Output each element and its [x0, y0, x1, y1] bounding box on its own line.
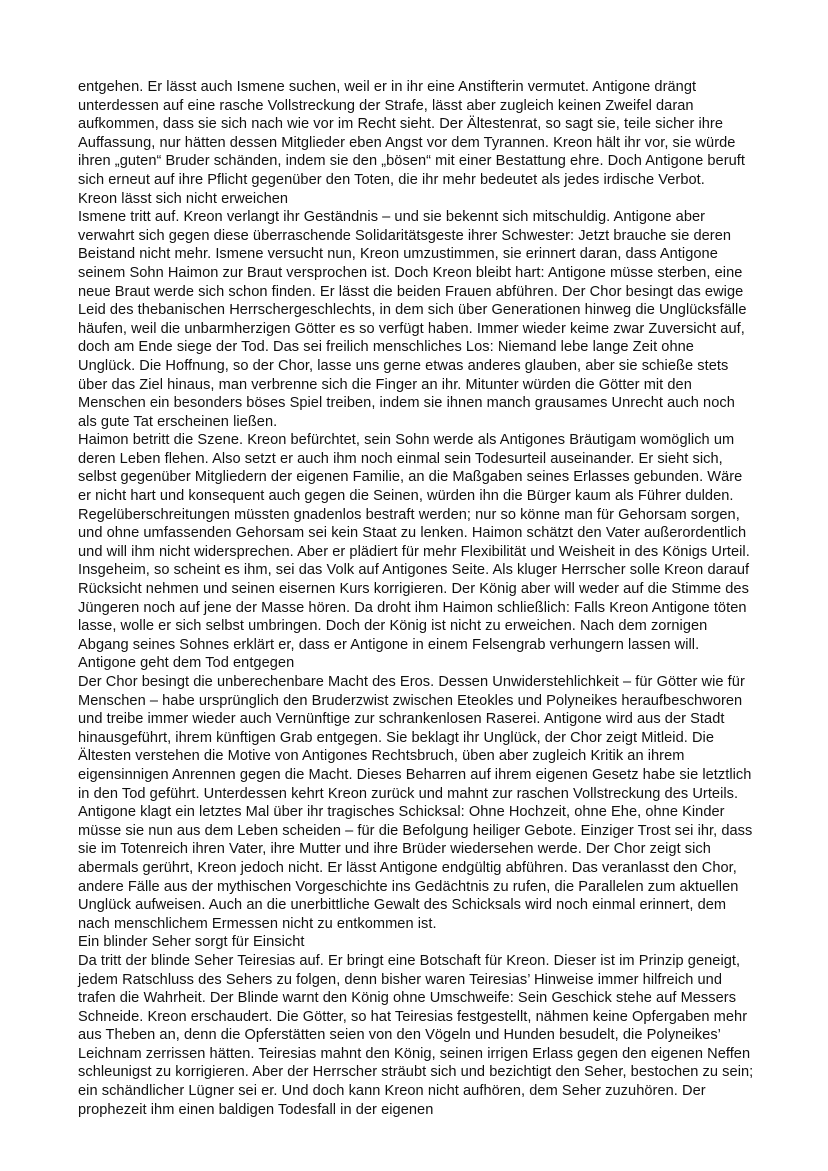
body-paragraph: Der Chor besingt die unberechenbare Macht des Eros. Dessen Unwiderstehlichkeit – für Götter wie für Menschen – habe ursprünglich den Bruderzwist zwischen Eteokles und Polyneikes heraufbeschworen und treibe immer wieder auch Vernünftige zur schrankenlosen Raserei. Antigone wird aus der Stadt hinausgeführt, ihrem künftigen Grab entgegen. Sie beklagt ihr Unglück, der Chor zeigt Mitleid. Die Ältesten verstehen die Motive von Antigones Rechtsbruch, üben aber zugleich Kritik an ihrem eigensinnigen Anrennen gegen die Macht. Dieses Beharren auf ihrem eigenen Gesetz habe sie letztlich in den Tod geführt. Unterdessen kehrt Kreon zurück und mahnt zur raschen Vollstreckung des Urteils. Antigone klagt ein letztes Mal über ihr tragisches Schicksal: Ohne Hochzeit, ohne Ehe, ohne Kinder müsse sie nun aus dem Leben scheiden – für die Befolgung heiliger Gebote. Einziger Trost sei ihr, dass sie im Totenreich ihren Vater, ihre Mutter und ihre Brüder wiedersehen werde. Der Chor zeigt sich abermals gerührt, Kreon jedoch nicht. Er lässt Antigone endgültig abführen. Das veranlasst den Chor, andere Fälle aus der mythischen Vorgeschichte ins Gedächtnis zu rufen, die Parallelen zum aktuellen Unglück aufweisen. Auch an die unerbittliche Gewalt des Schicksals wird noch einmal erinnert, dem nach menschlichem Ermessen nicht zu entkommen ist. — [78, 674, 753, 932]
body-paragraph: Ismene tritt auf. Kreon verlangt ihr Geständnis – und sie bekennt sich mitschuldig. Antigone aber verwahrt sich gegen diese überraschende Solidaritätsgeste ihrer Schwester: Jetzt brauche sie deren Beistand nicht mehr. Ismene versucht nun, Kreon umzustimmen, sie erinnert daran, dass Antigone seinem Sohn Haimon zur Braut versprochen ist. Doch Kreon bleibt hart: Antigone müsse sterben, eine neue Braut werde sich schon finden. Er lässt die beiden Frauen abführen. Der Chor besingt das ewige Leid des thebanischen Herrschergeschlechts, in dem sich über Generationen hinweg die Unglücksfälle häufen, weil die unbarmherzigen Götter es so verfügt haben. Immer wieder keime zwar Zuversicht auf, doch am Ende siege der Tod. Das sei freilich menschliches Los: Niemand lebe lange Zeit ohne Unglück. Die Hoffnung, so der Chor, lasse uns gerne etwas anderes glauben, aber sie schieße stets über das Ziel hinaus, man verbrenne sich die Finger an ihr. Mitunter würden die Götter mit den Menschen ein besonders böses Spiel treiben, indem sie ihnen manch grausames Unrecht auch noch als gute Tat erscheinen ließen. — [78, 209, 747, 430]
body-paragraph: entgehen. Er lässt auch Ismene suchen, weil er in ihr eine Anstifterin vermutet. Antigone drängt unterdessen auf eine rasche Vollstreckung der Strafe, lässt aber zugleich keinen Zweifel daran aufkommen, dass sie sich nach wie vor im Recht sieht. Der Ältestenrat, so sagt sie, teile sicher ihre Auffassung, nur hätten dessen Mitglieder eben Angst vor dem Tyrannen. Kreon hält ihr vor, sie würde ihren „guten“ Bruder schänden, indem sie den „bösen“ mit einer Bestattung ehre. Doch Antigone beruft sich erneut auf ihre Pflicht gegenüber den Toten, die ihr mehr bedeutet als jedes irdische Verbot. — [78, 79, 745, 188]
section-heading: Kreon lässt sich nicht erweichen — [78, 190, 289, 207]
body-paragraph: Haimon betritt die Szene. Kreon befürchtet, sein Sohn werde als Antigones Bräutigam womöglich um deren Leben flehen. Also setzt er auch ihm noch einmal sein Todesurteil auseinander. Er sieht sich, selbst gegenüber Mitgliedern der eigenen Familie, an die Maßgaben seines Erlasses gebunden. Wäre er nicht hart und konsequent auch gegen die Seinen, würden ihn die Bürger kaum als Führer dulden. Regelüberschreitungen müssten gnadenlos bestraft werden; nur so könne man für Gehorsam sorgen, und ohne umfassenden Gehorsam sei kein Staat zu lenken. Haimon schätzt den Vater außerordentlich und will ihm nicht widersprechen. Aber er plädiert für mehr Flexibilität und Weisheit in des Königs Urteil. Insgeheim, so scheint es ihm, sei das Volk auf Antigones Seite. Als kluger Herrscher solle Kreon darauf Rücksicht nehmen und seinen eisernen Kurs korrigieren. Der König aber will weder auf die Stimme des Jüngeren noch auf jene der Masse hören. Da droht ihm Haimon schließlich: Falls Kreon Antigone töten lasse, wolle er sich selbst umbringen. Doch der König ist nicht zu erweichen. Nach dem zornigen Abgang seines Sohnes erklärt er, dass er Antigone in einem Felsengrab verhungern lassen will. — [78, 432, 750, 653]
section-heading: Antigone geht dem Tod entgegen — [78, 655, 295, 672]
section-heading: Ein blinder Seher sorgt für Einsicht — [78, 934, 305, 951]
document-text-block — [78, 78, 754, 1119]
body-paragraph: Da tritt der blinde Seher Teiresias auf. Er bringt eine Botschaft für Kreon. Dieser ist im Prinzip geneigt, jedem Ratschluss des Sehers zu folgen, denn bisher waren Teiresias’ Hinweise immer hilfreich und trafen die Wahrheit. Der Blinde warnt den König ohne Umschweife: Sein Geschick stehe auf Messers Schneide. Kreon erschaudert. Die Götter, so hat Teiresias festgestellt, nähmen keine Opfergaben mehr aus Theben an, denn die Opferstätten seien von den Vögeln und Hunden besudelt, die Polyneikes’ Leichnam zerrissen hätten. Teiresias mahnt den König, seinen irrigen Erlass gegen den eigenen Neffen schleunigst zu korrigieren. Aber der Herrscher sträubt sich und bezichtigt den Seher, bestochen zu sein; ein schändlicher Lügner sei er. Und doch kann Kreon nicht aufhören, dem Seher zuzuhören. Der prophezeit ihm einen baldigen Todesfall in der eigenen — [78, 952, 754, 1118]
